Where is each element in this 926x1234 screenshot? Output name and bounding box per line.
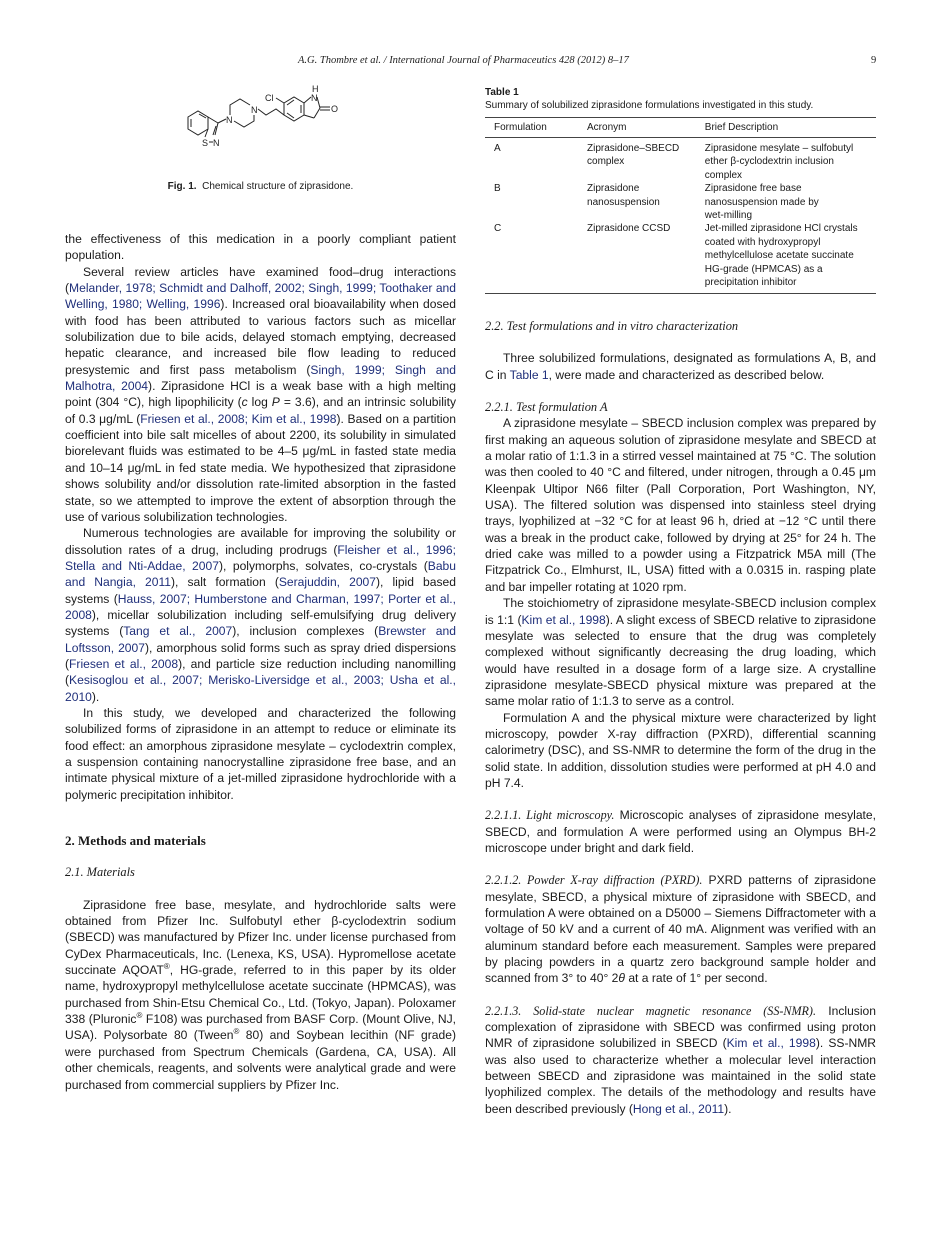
cell-formulation: A — [494, 143, 501, 154]
text: , were made and characterized as described below. — [548, 367, 825, 382]
citation-link[interactable]: Melander, 1978; Schmidt and Dalhoff, 2002; Singh, 1999; Toothaker and Welling, 1980; Welling, 1996 — [65, 281, 456, 312]
bond — [304, 97, 311, 103]
cell-line: nanosuspension — [587, 196, 660, 208]
citation-link[interactable]: Brewster and Loftsson, 2007 — [65, 624, 456, 655]
paragraph: the effectiveness of this medication in a poorly compliant patient population. — [65, 232, 456, 263]
cell-line: ether β-cyclodextrin inclusion — [704, 156, 834, 168]
piperazine-bond — [230, 99, 250, 115]
text: ), micellar solubilization including self-emulsifying drug delivery systems ( — [65, 607, 456, 639]
text: Microscopic analyses of ziprasidone mesylate, SBECD, and formulation A were performed using an Olympus BH-2 microscope under bright and dark field. — [485, 808, 876, 855]
text: ), salt formation ( — [171, 575, 279, 590]
cell-formulation: B — [494, 183, 501, 195]
citation-link[interactable]: Tang et al., 2007 — [123, 624, 233, 639]
text: ), amorphous solid forms such as spray dried dispersions ( — [65, 640, 457, 671]
cell-line: Ziprasidone–SBECD — [587, 143, 680, 154]
bond — [218, 119, 226, 123]
atom-n-piperazine-1: N — [226, 115, 233, 125]
text: The stoichiometry of ziprasidone mesylate-SBECD inclusion complex is 1:1 ( — [485, 596, 876, 627]
paragraph — [65, 525, 456, 705]
page-number: 9 — [871, 55, 877, 66]
citation-link[interactable]: Hauss, 2007; Humberstone and Charman, 1997; Porter et al., 2008 — [65, 591, 456, 622]
paragraph — [485, 807, 876, 856]
header-acronym: Acronym — [587, 122, 627, 133]
piperazine-bond — [234, 115, 254, 127]
cell-acronym — [587, 182, 705, 222]
text: ), and particle size reduction including nanomilling ( — [65, 656, 456, 688]
table-row — [485, 222, 876, 294]
subsubsection-heading: 2.2.1.2. Powder X-ray diffraction (PXRD). — [485, 873, 703, 888]
atom-n-isothiazole: N — [213, 138, 220, 148]
figure-caption-text: Chemical structure of ziprasidone. — [202, 181, 354, 192]
table-link[interactable]: Table 1 — [509, 367, 549, 382]
running-head: A.G. Thombre et al. / International Journal of Pharmaceutics 428 (2012) 8–17 — [298, 55, 629, 66]
subsubsection-heading: 2.2.1.3. Solid-state nuclear magnetic resonance (SS-NMR). — [485, 1003, 816, 1018]
cell-description — [705, 182, 876, 222]
text: Ziprasidone free base, mesylate, and hydrochloride salts were obtained from Pfizer Inc. Sulfobutyl ether β-cyclodextrin sodium (SBECD) was manufactured by Pfizer Inc. under license purchased from CyDex Pharmaceuticals, Inc. (Lenexa, KS, USA). Hypromellose acetate succinate AQOAT — [65, 897, 456, 978]
bond — [208, 117, 218, 123]
atom-n-piperazine-2: N — [251, 105, 258, 115]
paragraph — [485, 595, 876, 709]
registered-mark: ® — [163, 962, 170, 972]
text: at a rate of 1° per second. — [624, 971, 768, 986]
text: Three solubilized formulations, designated as formulations A, B, and C in — [485, 351, 876, 382]
paragraph — [485, 350, 876, 383]
subsection-heading: 2.2. Test formulations and in vitro characterization — [485, 319, 739, 333]
math-symbol: P — [271, 395, 280, 410]
right-column — [485, 318, 876, 1117]
cell-line: Ziprasidone mesylate – sulfobutyl — [704, 143, 854, 154]
citation-link[interactable]: Kim et al., 1998 — [521, 612, 606, 627]
text: ). — [724, 1101, 732, 1116]
text: = 3.6), and an intrinsic solubility of 0.3 μg/mL ( — [65, 395, 456, 426]
citation-link[interactable]: Babu and Nangia, 2011 — [65, 558, 456, 590]
cell-line: Ziprasidone free base — [704, 183, 802, 195]
paragraph — [485, 872, 876, 986]
cell-line: wet-milling — [704, 210, 753, 222]
figure-1 — [65, 85, 456, 197]
table-caption: Summary of solubilized ziprasidone formulations investigated in this study. — [485, 100, 814, 111]
text: ). Ziprasidone HCl is a weak base with a high melting point (304 °C), high lipophilicity ( — [65, 379, 456, 410]
text: ). Increased oral bioavailability when dosed with food has been attributed to various factors such as micellar solubilization due to bile acids, delayed stomach emptying, decreased hepatic clearance, and increased bile flow leading to reduced presystemic and first pass metabolism ( — [65, 297, 456, 377]
text: ). — [91, 689, 100, 704]
cell-line: methylcellulose acetate succinate — [704, 250, 854, 262]
text: , HG-grade, referred to in this paper by its older name, hydroxypropyl methylcellulose acetate succinate (HPMCAS), was purchased from Shin-Etsu Chemical Co., Ltd. (Tokyo, Japan). Poloxamer 338 (Pluronic — [65, 963, 456, 1027]
text: ), inclusion complexes ( — [232, 624, 379, 639]
paragraph — [65, 264, 456, 526]
cell-line: Jet-milled ziprasidone HCl crystals — [704, 223, 858, 235]
figure-caption — [65, 181, 456, 192]
bond — [304, 115, 314, 118]
table-row — [485, 138, 876, 183]
text: ). SS-NMR was also used to characterize whether a molecular level interaction between SBECD and ziprasidone was maintained in the solid state lyophilized complex. The details of the methodology and results have been described previously ( — [485, 1036, 877, 1116]
table-1 — [485, 86, 876, 294]
bond — [276, 98, 284, 103]
cell-formulation: C — [494, 223, 502, 235]
text: ), lipid based systems ( — [65, 575, 456, 606]
left-column — [65, 231, 456, 1093]
paragraph: A ziprasidone mesylate – SBECD inclusion complex was prepared by first making an aqueous solution of ziprasidone mesylate and SBECD at a molar ratio of 1:1.3 in a stirred vessel maintained at 75 °C. The solution was then cooled to 40 °C and filtered, under nitrogen, through a 0.45 μm Kleenpak Ultipor N66 filter (Pall Corporation, Port Washington, NY, USA). The filtered solution was dispensed into stainless steel drying trays, lyophilized at −32 °C for at least 96 h, dried at −12 °C until there was a break in the product cake, followed by drying at 25° for 24 h. The dried cake was milled to a powder using a Fitzpatrick M5A mill (The Fitzpatrick Co., Elmhurst, IL, USA) fitted with a 0.0315 in. rasping plate and bar impeller rotating at 1020 rpm. — [485, 416, 876, 594]
text: Numerous technologies are available for improving the solubility or dissolution rates of a drug, including prodrugs ( — [65, 526, 456, 557]
header-description: Brief Description — [704, 122, 779, 133]
registered-mark: ® — [233, 1027, 240, 1037]
ethyl-chain — [258, 109, 284, 115]
cell-line: complex — [704, 169, 743, 181]
paragraph — [65, 897, 456, 1093]
text: PXRD patterns of ziprasidone mesylate, SBECD, a physical mixture of ziprasidone with SBECD, and formulation A were obtained on a D5000 – Siemens Diffractometer with a voltage of 50 kV and a current of 40 mA. Alignment was verified with an aluminum standard before each measurement. Samples were prepared by placing powders in a quartz zero background sample holder and scanned from 3° to 40° — [485, 873, 876, 986]
cell-line: Ziprasidone CCSD — [587, 223, 671, 235]
table-row — [485, 182, 876, 222]
atom-n-indole: N — [311, 93, 318, 103]
paragraph: In this study, we developed and characterized the following solubilized forms of ziprasidone in an attempt to reduce or eliminate its food effect: an amorphous ziprasidone mesylate – cyclodextrin complex, a suspension containing nanocrystalline ziprasidone free base, and an intimate physical mixture of a jet-milled ziprasidone hydrochloride with a polymeric precipitation inhibitor. — [65, 705, 456, 802]
chemical-structure-diagram — [178, 85, 348, 167]
table-label: Table 1 — [485, 87, 519, 98]
section-heading: 2. Methods and materials — [65, 833, 206, 849]
formulations-table — [485, 117, 876, 294]
header-formulation: Formulation — [494, 122, 547, 133]
atom-o: O — [331, 104, 339, 114]
cell-line: HG-grade (HPMCAS) as a — [704, 263, 823, 275]
cell-acronym — [587, 138, 705, 183]
bond — [314, 108, 320, 118]
citation-link[interactable]: Friesen et al., 2008 — [69, 656, 179, 671]
citation-link[interactable]: Singh, 1999; Singh and Malhotra, 2004 — [65, 362, 456, 394]
text: ). A slight excess of SBECD relative to ziprasidone mesylate was selected to ensure that the drug was completely complexed without significantly decreasing the drug loading, which would have resulted in a dosage form of a large size. A crystalline ziprasidone mesylate-SBECD physical mixture was prepared at the same molar ratio of 1:1.3 to serve as a control. — [485, 612, 877, 709]
text: 80) and Soybean lecithin (NF grade) were purchased from Spectrum Chemicals (Gardena, CA, USA). All other chemicals, reagents, and solvents were analytical grade and were purchased from commercial suppliers by Pfizer Inc. — [65, 1028, 456, 1092]
cell-line: nanosuspension made by — [704, 196, 819, 208]
citation-link[interactable]: Friesen et al., 2008; Kim et al., 1998 — [140, 411, 337, 426]
paragraph — [485, 1003, 876, 1117]
subsection-heading: 2.1. Materials — [65, 865, 135, 880]
math-symbol: c — [241, 395, 248, 410]
atom-cl: Cl — [265, 93, 274, 103]
text: Several review articles have examined food–drug interactions ( — [65, 264, 456, 296]
citation-link[interactable]: Kesisoglou et al., 2007; Merisko-Liversidge et al., 2003; Usha et al., 2010 — [65, 673, 456, 704]
cell-line: complex — [587, 156, 625, 168]
text: log — [247, 395, 272, 410]
subsection-heading: 2.2.1. Test formulation A — [485, 400, 608, 415]
text: ). Based on a partition coefficient into bile salt micelles of about 2200, its solubility in simulated biorelevant fluids was estimated to be 4–5 μg/mL in fasted state media and 10–14 μg/mL in fed state media. We hypothesized that ziprasidone shows solubility and/or dissolution rate-limited absorption in the fasted state, so we attempted to improve the extent of absorption through the use of various solubilization technologies. — [65, 411, 456, 524]
citation-link[interactable]: Serajuddin, 2007 — [278, 575, 376, 590]
text: 2 — [611, 971, 619, 986]
paragraph: Formulation A and the physical mixture were characterized by light microscopy, powder X-ray diffraction (PXRD), differential scanning calorimetry (DSC), and SS-NMR to determine the form of the drug in the solid state. In addition, dissolution studies were performed at pH 4.0 and pH 7.4. — [485, 710, 876, 790]
registered-mark: ® — [136, 1011, 143, 1021]
citation-link[interactable]: Kim et al., 1998 — [726, 1036, 816, 1051]
citation-link[interactable]: Hong et al., 2011 — [632, 1101, 725, 1116]
cell-line: coated with hydroxypropyl — [704, 236, 821, 248]
figure-label: Fig. 1. — [167, 181, 197, 192]
cell-line: Ziprasidone — [587, 183, 640, 195]
citation-link[interactable]: Fleisher et al., 1996; Stella and Nti-Addae, 2007 — [65, 542, 456, 573]
subsubsection-heading: 2.2.1.1. Light microscopy. — [485, 808, 615, 823]
cell-description — [705, 222, 876, 294]
text: Inclusion complexation of ziprasidone with SBECD was confirmed using proton NMR of ziprasidone solubilized in SBECD ( — [485, 1003, 876, 1051]
math-symbol: θ — [618, 971, 625, 986]
text: F108) was purchased from BASF Corp. (Mount Olive, NJ, USA). Polysorbate 80 (Tween — [65, 1012, 457, 1043]
cell-line: precipitation inhibitor — [704, 277, 797, 289]
table-header-row — [485, 118, 876, 138]
cell-acronym — [587, 222, 705, 294]
text: ), polymorphs, solvates, co-crystals ( — [218, 558, 428, 573]
cell-description — [705, 138, 876, 183]
atom-h: H — [312, 85, 319, 94]
atom-s: S — [202, 138, 209, 148]
page-header — [0, 55, 926, 71]
